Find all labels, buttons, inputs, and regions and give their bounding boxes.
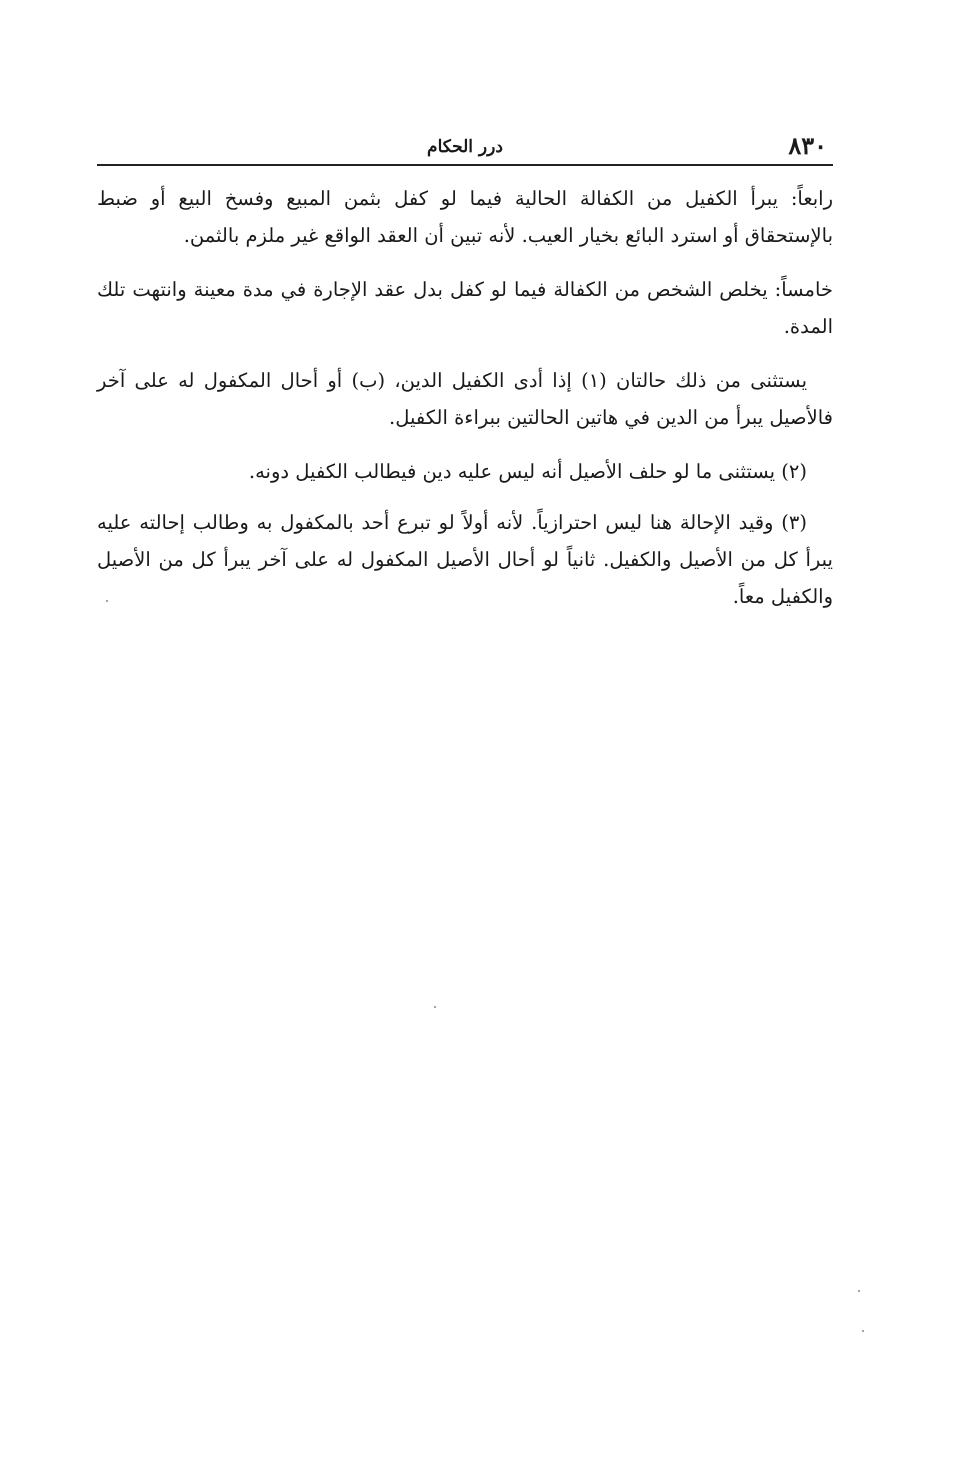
paragraph-fourth: رابعاً: يبرأ الكفيل من الكفالة الحالية فيما لو كفل بثمن المبيع وفسخ البيع أو ضبط بالإستحقاق أو استرد البائع بخيار العيب. لأنه تبين أن العقد الواقع غير ملزم بالثمن. <box>97 187 833 247</box>
scan-speck <box>862 1330 864 1332</box>
body-text <box>97 180 833 629</box>
paragraph-fifth: خامساً: يخلص الشخص من الكفالة فيما لو كفل بدل عقد الإجارة في مدة معينة وانتهت تلك المدة. <box>97 278 833 338</box>
page-header <box>97 130 833 164</box>
footnote-2: (٢) يستثنى ما لو حلف الأصيل أنه ليس عليه دين فيطالب الكفيل دونه. <box>248 460 807 483</box>
header-rule <box>97 164 833 166</box>
page-number: ٨٣٠ <box>788 131 827 160</box>
running-title: درر الحكام <box>427 137 503 157</box>
scan-speck <box>434 1006 436 1008</box>
footnote-3: (٣) وقيد الإحالة هنا ليس احترازياً. لأنه أولاً لو تبرع أحد بالمكفول به وطالب إحالته عليه يبرأ كل من الأصيل والكفيل. ثانياً لو أحال الأصيل المكفول له على آخر يبرأ كل من الأصيل والكفيل معاً. <box>97 511 833 608</box>
paragraph-exceptions: يستثنى من ذلك حالتان (١) إذا أدى الكفيل الدين، (ب) أو أحال المكفول له على آخر فالأصيل يبرأ من الدين في هاتين الحالتين ببراءة الكفيل. <box>97 369 833 429</box>
scan-speck <box>106 600 108 602</box>
scan-speck <box>858 1290 860 1292</box>
